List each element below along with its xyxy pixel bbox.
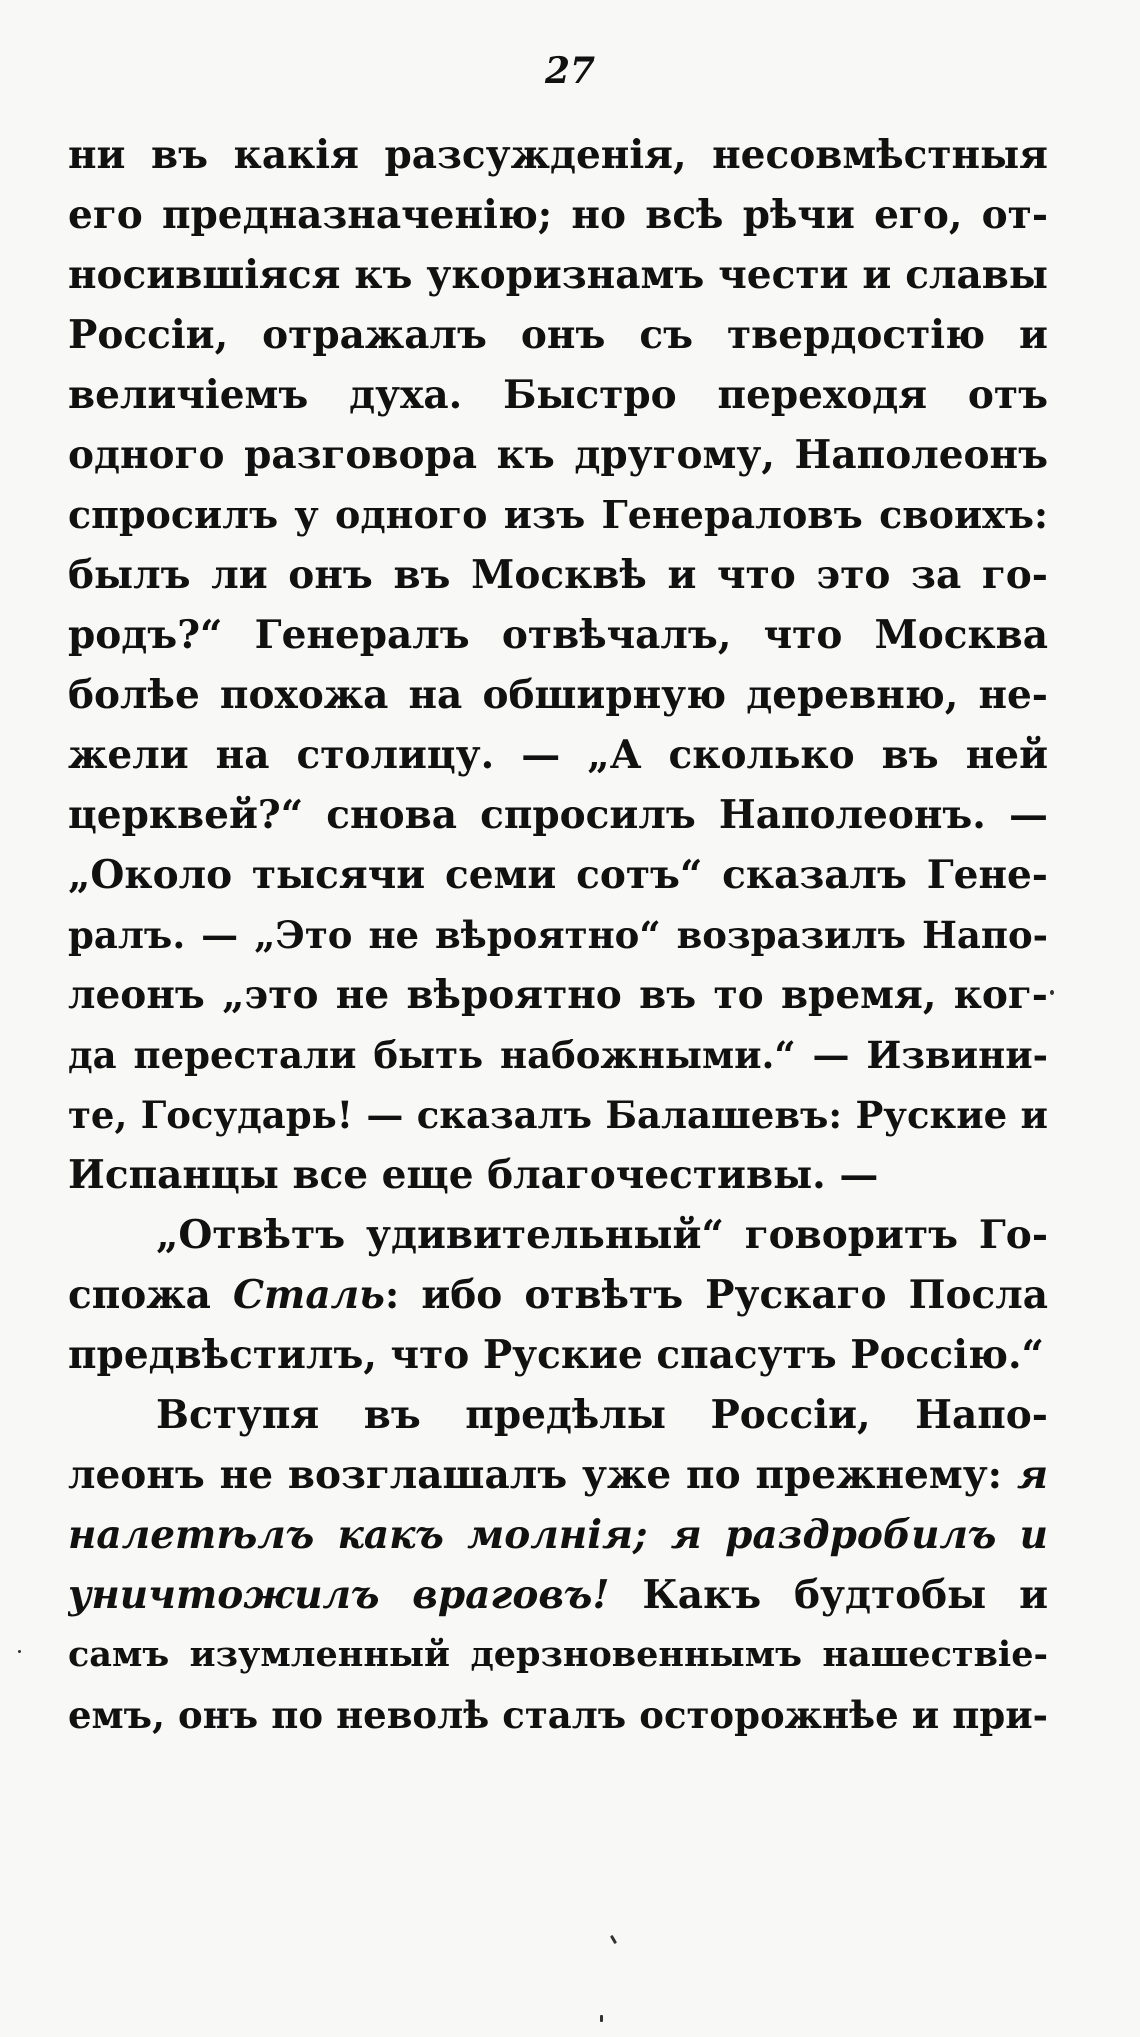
text-line xyxy=(68,1085,1048,1145)
text-segment: „Отвѣтъ удивительный“ говоритъ Го- xyxy=(156,1212,1048,1258)
text-line xyxy=(68,785,1048,845)
text-line xyxy=(68,1445,1048,1505)
page-body-text xyxy=(68,125,1048,1745)
text-segment: предвѣстилъ, что Руские спасутъ Россію.“ xyxy=(68,1332,1044,1378)
text-segment: : ибо отвѣтъ Рускаго Посла xyxy=(384,1272,1048,1318)
text-segment: спросилъ у одного изъ Генераловъ своихъ: xyxy=(68,492,1048,537)
text-line xyxy=(68,425,1048,485)
text-segment: леонъ „это не вѣроятно въ то время, ког- xyxy=(68,972,1048,1018)
italic-text-segment: уничтожилъ враговъ! xyxy=(68,1572,610,1618)
text-segment: Россіи, отражалъ онъ съ твердостію и xyxy=(68,312,1048,358)
text-segment: одного разговора къ другому, Наполеонъ xyxy=(68,432,1048,478)
text-line xyxy=(68,485,1048,545)
text-segment: спожа xyxy=(68,1272,234,1318)
text-line xyxy=(68,185,1048,245)
text-line xyxy=(68,905,1048,965)
text-line xyxy=(68,1625,1048,1685)
text-line xyxy=(68,305,1048,365)
text-segment: жели на столицу. — „А сколько въ ней xyxy=(68,732,1048,778)
print-speck xyxy=(18,1650,21,1653)
italic-text-segment: Сталь xyxy=(233,1272,385,1318)
text-segment: те, Государь! — сказалъ Балашевъ: Руские и xyxy=(68,1093,1048,1137)
print-speck xyxy=(610,1935,617,1944)
text-line xyxy=(68,245,1048,305)
text-segment: Вступя въ предѣлы Россіи, Напо- xyxy=(156,1392,1048,1438)
text-line xyxy=(68,665,1048,725)
text-segment: ни въ какія разсужденія, несовмѣстныя xyxy=(68,132,1048,178)
italic-text-segment: я xyxy=(1016,1452,1048,1498)
text-line xyxy=(68,1685,1048,1745)
text-segment: леонъ не возглашалъ уже по прежнему: xyxy=(68,1452,1017,1498)
text-line xyxy=(68,605,1048,665)
text-line xyxy=(68,1385,1048,1445)
text-segment: Испанцы все еще благочестивы. — xyxy=(68,1152,879,1198)
text-segment: емъ, онъ по неволѣ сталъ осторожнѣе и при- xyxy=(68,1693,1048,1737)
text-line xyxy=(68,365,1048,425)
print-speck xyxy=(1050,990,1054,995)
text-segment: былъ ли онъ въ Москвѣ и что это за го- xyxy=(68,552,1048,598)
text-segment: да перестали быть набожными.“ — Извини- xyxy=(68,1033,1048,1077)
text-line xyxy=(68,725,1048,785)
text-line xyxy=(68,965,1048,1025)
text-line xyxy=(68,545,1048,605)
text-line xyxy=(68,1325,1048,1385)
text-segment: родъ?“ Генералъ отвѣчалъ, что Москва xyxy=(68,612,1048,658)
text-segment: болѣе похожа на обширную деревню, не- xyxy=(68,672,1048,718)
italic-text-segment: налетѣлъ какъ молнія; я раздробилъ и xyxy=(68,1512,1048,1558)
text-line xyxy=(68,1025,1048,1085)
text-segment: носившіяся къ укоризнамъ чести и славы xyxy=(68,252,1048,298)
text-segment: величіемъ духа. Быстро переходя отъ xyxy=(68,372,1048,418)
page-number: 27 xyxy=(544,50,596,92)
text-line xyxy=(68,1505,1048,1565)
text-segment: Какъ будтобы и xyxy=(609,1572,1048,1618)
print-speck xyxy=(600,2015,603,2022)
text-segment: церквей?“ снова спросилъ Наполеонъ. — xyxy=(68,792,1048,838)
text-segment: „Около тысячи семи сотъ“ сказалъ Гене- xyxy=(68,852,1048,898)
text-line xyxy=(68,1265,1048,1325)
text-segment: ралъ. — „Это не вѣроятно“ возразилъ Напо- xyxy=(68,913,1048,957)
text-line xyxy=(68,845,1048,905)
text-line xyxy=(68,1565,1048,1625)
text-line xyxy=(68,1205,1048,1265)
text-segment: его предназначенію; но всѣ рѣчи его, от- xyxy=(68,192,1048,238)
text-line xyxy=(68,125,1048,185)
text-line xyxy=(68,1145,1048,1205)
text-segment: самъ изумленный дерзновеннымъ нашествіе- xyxy=(68,1634,1048,1675)
